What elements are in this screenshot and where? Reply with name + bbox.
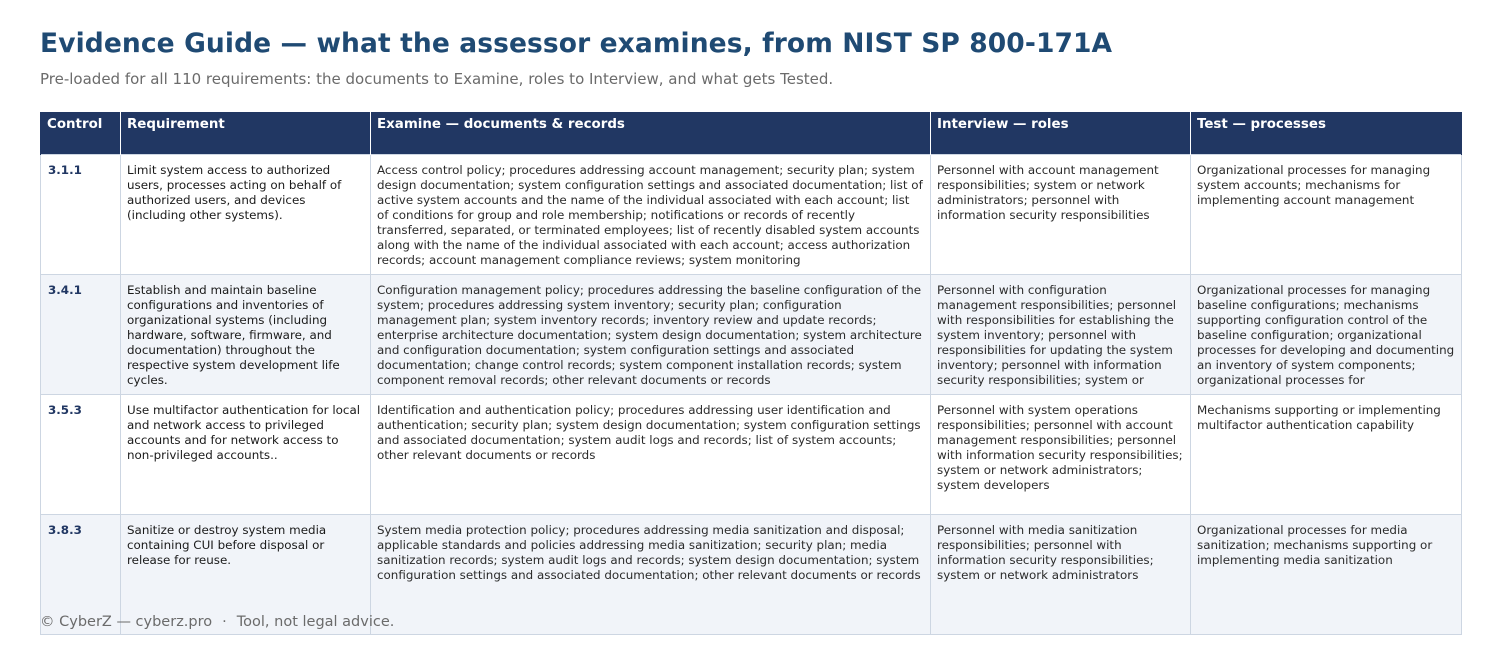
control-id: 3.5.3 [48,402,82,417]
examine-text: System media protection policy; procedures addressing media sanitization and disposal; applicable standards and policies addressing media sanitization; security plan; media sanitization records; system audit logs and records; system design documentation; system configuration settings and associated documentation; other relevant documents or records [377,522,921,582]
page-subtitle: Pre-loaded for all 110 requirements: the documents to Examine, roles to Interview, and what gets Tested. [40,70,834,88]
examine-cell [371,394,931,514]
footer-disclaimer: Tool, not legal advice. [236,614,395,630]
interview-text: Personnel with system operations responsibilities; personnel with account management responsibilities; personnel with information security responsibilities; system or network administrators; system developers [937,402,1183,492]
test-cell [1191,154,1462,274]
table-header-row [41,112,1462,154]
requirement-text: Limit system access to authorized users, processes acting on behalf of authorized users, and devices (including other systems). [127,162,342,222]
requirement-cell [121,274,371,394]
control-id-cell [41,274,121,394]
interview-cell [931,154,1191,274]
interview-text: Personnel with media sanitization responsibilities; personnel with information security responsibilities; system or network administrators [937,522,1154,582]
column-header-test: Test — processes [1191,112,1462,154]
examine-cell [371,514,931,634]
control-id-cell [41,394,121,514]
requirement-text: Use multifactor authentication for local and network access to privileged accounts and for network access to non-privileged accounts.. [127,402,361,462]
test-cell [1191,274,1462,394]
table-row [41,274,1462,394]
interview-text: Personnel with configuration management responsibilities; personnel with responsibilities for establishing the system inventory; personnel with responsibilities for updating the system inventory; personnel with information security responsibilities; system or [937,282,1177,387]
interview-cell [931,274,1191,394]
requirement-cell [121,394,371,514]
column-header-interview: Interview — roles [931,112,1191,154]
page-title: Evidence Guide — what the assessor examines, from NIST SP 800-171A [40,28,1113,59]
evidence-guide-table [40,112,1462,635]
test-cell [1191,394,1462,514]
interview-text: Personnel with account management responsibilities; system or network administrators; personnel with information security responsibilities [937,162,1159,222]
examine-cell [371,274,931,394]
table-row [41,154,1462,274]
test-text: Mechanisms supporting or implementing multifactor authentication capability [1197,402,1441,432]
interview-cell [931,394,1191,514]
requirement-cell [121,154,371,274]
column-header-control: Control [41,112,121,154]
footer-copyright: © CyberZ — cyberz.pro [40,614,213,630]
column-header-examine: Examine — documents & records [371,112,931,154]
control-id: 3.8.3 [48,522,82,537]
footer-separator: · [222,614,227,630]
footer [40,614,394,630]
examine-text: Configuration management policy; procedures addressing the baseline configuration of the system; procedures addressing system inventory; security plan; configuration management plan; system inventory records; inventory review and update records; enterprise architecture documentation; system design documentation; system architecture and configuration documentation; system configuration settings and associated documentation; change control records; system component installation records; system component removal records; other relevant documents or records [377,282,922,387]
control-id: 3.4.1 [48,282,82,297]
control-id-cell [41,154,121,274]
test-cell [1191,514,1462,634]
interview-cell [931,514,1191,634]
requirement-text: Sanitize or destroy system media containing CUI before disposal or release for reuse. [127,522,327,567]
table-row [41,394,1462,514]
examine-text: Access control policy; procedures addressing account management; security plan; system design documentation; system configuration settings and associated documentation; list of active system accounts and the name of the individual associated with each account; list of conditions for group and role membership; notifications or records of recently transferred, separated, or terminated employees; list of recently disabled system accounts along with the name of the individual associated with each account; access authorization records; account management compliance reviews; system monitoring [377,162,923,267]
requirement-text: Establish and maintain baseline configurations and inventories of organizational systems (including hardware, software, firmware, and documentation) throughout the respective system development life cycles. [127,282,340,387]
examine-cell [371,154,931,274]
test-text: Organizational processes for managing baseline configurations; mechanisms supporting configuration control of the baseline configuration; organizational processes for developing and documenting an inventory of system components; organizational processes for [1197,282,1455,387]
column-header-requirement: Requirement [121,112,371,154]
test-text: Organizational processes for managing system accounts; mechanisms for implementing account management [1197,162,1431,207]
test-text: Organizational processes for media sanitization; mechanisms supporting or implementing media sanitization [1197,522,1433,567]
control-id: 3.1.1 [48,162,82,177]
examine-text: Identification and authentication policy; procedures addressing user identification and authentication; security plan; system design documentation; system configuration settings and associated documentation; system audit logs and records; list of system accounts; other relevant documents or records [377,402,921,462]
